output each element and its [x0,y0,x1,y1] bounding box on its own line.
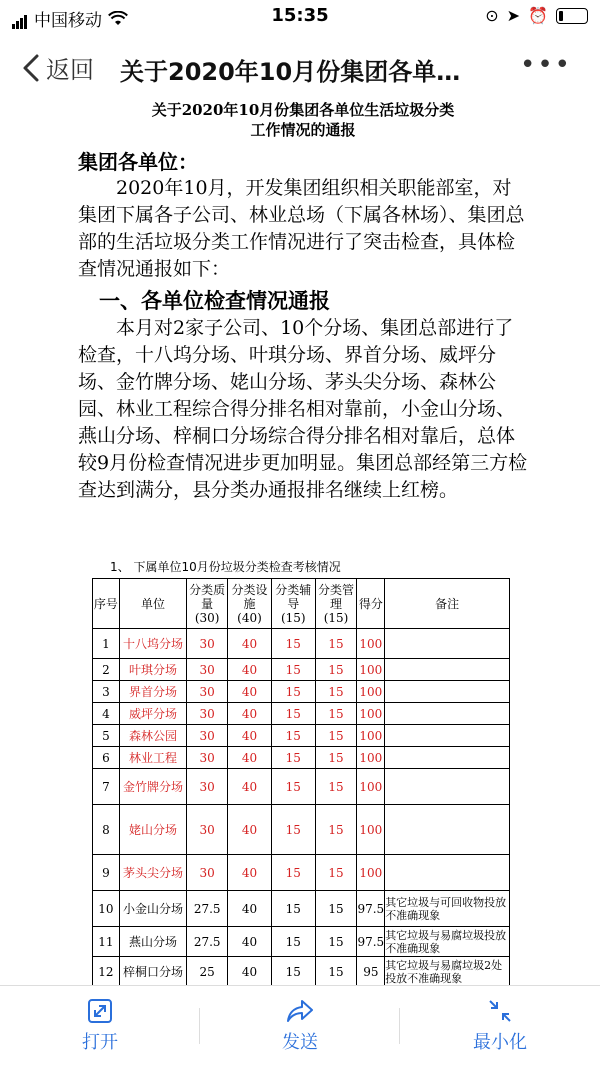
cell-score: 100 [357,747,385,769]
table-row [93,747,510,769]
header-manage-label: 分类管理 [318,582,355,611]
cell-facility: 40 [228,703,272,725]
cell-score: 100 [357,681,385,703]
cell-unit: 茅头尖分场 [119,855,186,891]
back-label: 返回 [46,56,94,84]
cell-unit: 金竹牌分场 [119,769,186,805]
status-bar [0,0,600,34]
cell-assist: 15 [271,957,315,987]
open-button[interactable] [40,998,160,1054]
cell-manage: 15 [315,659,357,681]
cell-facility: 40 [228,747,272,769]
cell-no: 9 [93,855,120,891]
cell-assist: 15 [271,769,315,805]
cell-manage: 15 [315,957,357,987]
cell-quality: 27.5 [187,891,228,927]
cell-no: 7 [93,769,120,805]
cell-assist: 15 [271,747,315,769]
cell-facility: 40 [228,855,272,891]
table-row [93,891,510,927]
cell-manage: 15 [315,891,357,927]
cell-unit: 森林公园 [119,725,186,747]
minimize-icon [487,998,513,1024]
cell-quality: 25 [187,957,228,987]
cell-assist: 15 [271,725,315,747]
cell-unit: 小金山分场 [119,891,186,927]
table-body [93,629,510,987]
header-no: 序号 [93,579,120,629]
status-right [485,6,588,25]
cell-remark: 其它垃圾与易腐垃圾投放不准确现象 [385,927,510,957]
cell-score: 97.5 [357,891,385,927]
cell-unit: 叶琪分场 [119,659,186,681]
cell-no: 3 [93,681,120,703]
table-row [93,703,510,725]
cell-unit: 燕山分场 [119,927,186,957]
cell-quality: 30 [187,805,228,855]
cell-facility: 40 [228,629,272,659]
cell-score: 100 [357,855,385,891]
header-assist-points: (15) [280,610,306,625]
doc-title-line2: 工作情况的通报 [250,121,356,139]
cell-unit: 梓桐口分场 [119,957,186,987]
cell-quality: 30 [187,703,228,725]
header-manage-points: (15) [323,610,349,625]
cell-score: 100 [357,805,385,855]
cell-score: 100 [357,659,385,681]
cell-score: 100 [357,769,385,805]
table-row [93,659,510,681]
cell-remark [385,747,510,769]
cell-assist: 15 [271,681,315,703]
cell-quality: 30 [187,681,228,703]
cell-remark [385,659,510,681]
cell-manage: 15 [315,681,357,703]
cell-remark [385,629,510,659]
share-arrow-icon [286,998,314,1024]
minimize-button[interactable] [440,998,560,1054]
toolbar-divider [199,1008,200,1044]
cell-unit: 威坪分场 [119,703,186,725]
cell-no: 5 [93,725,120,747]
cell-unit: 姥山分场 [119,805,186,855]
doc-greeting: 集团各单位： [78,150,198,174]
header-score: 得分 [357,579,385,629]
cell-no: 11 [93,927,120,957]
header-manage [315,579,357,629]
section-heading-1: 一、各单位检查情况通报 [99,289,330,313]
cell-no: 2 [93,659,120,681]
cell-quality: 30 [187,725,228,747]
header-unit: 单位 [119,579,186,629]
cell-remark [385,681,510,703]
score-table [92,578,510,987]
header-assist-label: 分类辅导 [275,582,312,611]
cell-no: 12 [93,957,120,987]
cell-no: 10 [93,891,120,927]
toolbar-divider [399,1008,400,1044]
send-label: 发送 [282,1032,318,1053]
cell-score: 100 [357,703,385,725]
cell-assist: 15 [271,703,315,725]
cell-assist: 15 [271,629,315,659]
table-row [93,855,510,891]
cell-remark: 其它垃圾与可回收物投放不准确现象 [385,891,510,927]
cell-manage: 15 [315,769,357,805]
expand-icon [87,998,113,1024]
cell-manage: 15 [315,855,357,891]
cell-manage: 15 [315,747,357,769]
cell-manage: 15 [315,725,357,747]
cell-manage: 15 [315,703,357,725]
status-time: 15:35 [271,5,329,26]
cell-unit: 十八坞分场 [119,629,186,659]
header-quality-label: 分类质量 [189,582,226,611]
cell-quality: 30 [187,629,228,659]
cell-unit: 林业工程 [119,747,186,769]
cell-assist: 15 [271,891,315,927]
carrier-label: 中国移动 [34,11,102,31]
cell-manage: 15 [315,629,357,659]
cell-no: 6 [93,747,120,769]
cell-quality: 30 [187,769,228,805]
cell-manage: 15 [315,805,357,855]
open-label: 打开 [82,1032,118,1053]
cell-remark [385,855,510,891]
cell-remark [385,725,510,747]
orientation-lock-icon: ⊙ [485,6,499,25]
cell-no: 8 [93,805,120,855]
page-title: 关于2020年10月份集团各单… [120,58,461,86]
cell-quality: 27.5 [187,927,228,957]
cell-facility: 40 [228,659,272,681]
cell-assist: 15 [271,927,315,957]
table-row [93,805,510,855]
table-row [93,681,510,703]
header-facility-points: (40) [237,610,262,625]
document-body [78,100,528,504]
table-row [93,725,510,747]
bottom-toolbar [0,985,600,1068]
cell-facility: 40 [228,957,272,987]
cell-no: 1 [93,629,120,659]
doc-paragraph-2: 本月对2家子公司、10个分场、集团总部进行了检查，十八坞分场、叶琪分场、界首分场、威坪分场、金竹牌分场、姥山分场、茅头尖分场、森林公园、林业工程综合得分排名相对靠前，小金山分场、燕山分场、梓桐口分场综合得分排名相对靠后，总体较9月份检查情况进步更加明显。集团总部经第三方检查达到满分，县分类办通报排名继续上红榜。 [78,317,528,501]
nav-bar [0,40,600,96]
cell-facility: 40 [228,805,272,855]
cell-score: 95 [357,957,385,987]
minimize-label: 最小化 [473,1032,527,1053]
cell-facility: 40 [228,681,272,703]
cell-assist: 15 [271,805,315,855]
cell-manage: 15 [315,927,357,957]
cell-assist: 15 [271,659,315,681]
cell-facility: 40 [228,891,272,927]
more-button[interactable]: ••• [519,50,572,80]
cell-facility: 40 [228,927,272,957]
cell-remark: 其它垃圾与易腐垃圾2处投放不准确现象 [385,957,510,987]
cell-no: 4 [93,703,120,725]
location-icon: ➤ [506,6,521,25]
cell-remark [385,703,510,725]
cell-facility: 40 [228,725,272,747]
header-facility [228,579,272,629]
send-button[interactable] [240,998,360,1054]
battery-icon [556,8,588,24]
table-row [93,927,510,957]
cell-quality: 30 [187,747,228,769]
header-quality-points: (30) [194,610,220,625]
cell-facility: 40 [228,769,272,805]
doc-paragraph-1: 2020年10月，开发集团组织相关职能部室，对集团下属各子公司、林业总场（下属各林场）、集团总部的生活垃圾分类工作情况进行了突击检查，具体检查情况通报如下： [78,177,525,280]
cell-assist: 15 [271,855,315,891]
cell-score: 100 [357,725,385,747]
chevron-left-icon [22,53,40,83]
cell-unit: 界首分场 [119,681,186,703]
cell-score: 97.5 [357,927,385,957]
header-assist [271,579,315,629]
table-row [93,769,510,805]
header-facility-label: 分类设施 [231,582,268,611]
cell-quality: 30 [187,659,228,681]
cell-score: 100 [357,629,385,659]
table-caption: 1、 下属单位10月份垃圾分类检查考核情况 [110,560,341,574]
cell-remark [385,805,510,855]
cell-quality: 30 [187,855,228,891]
alarm-icon: ⏰ [528,6,548,25]
table-row [93,957,510,987]
header-remark: 备注 [385,579,510,629]
cell-remark [385,769,510,805]
doc-title-line1: 关于2020年10月份集团各单位生活垃圾分类 [151,101,455,119]
back-button[interactable] [22,50,94,85]
header-quality [187,579,228,629]
table-row [93,629,510,659]
